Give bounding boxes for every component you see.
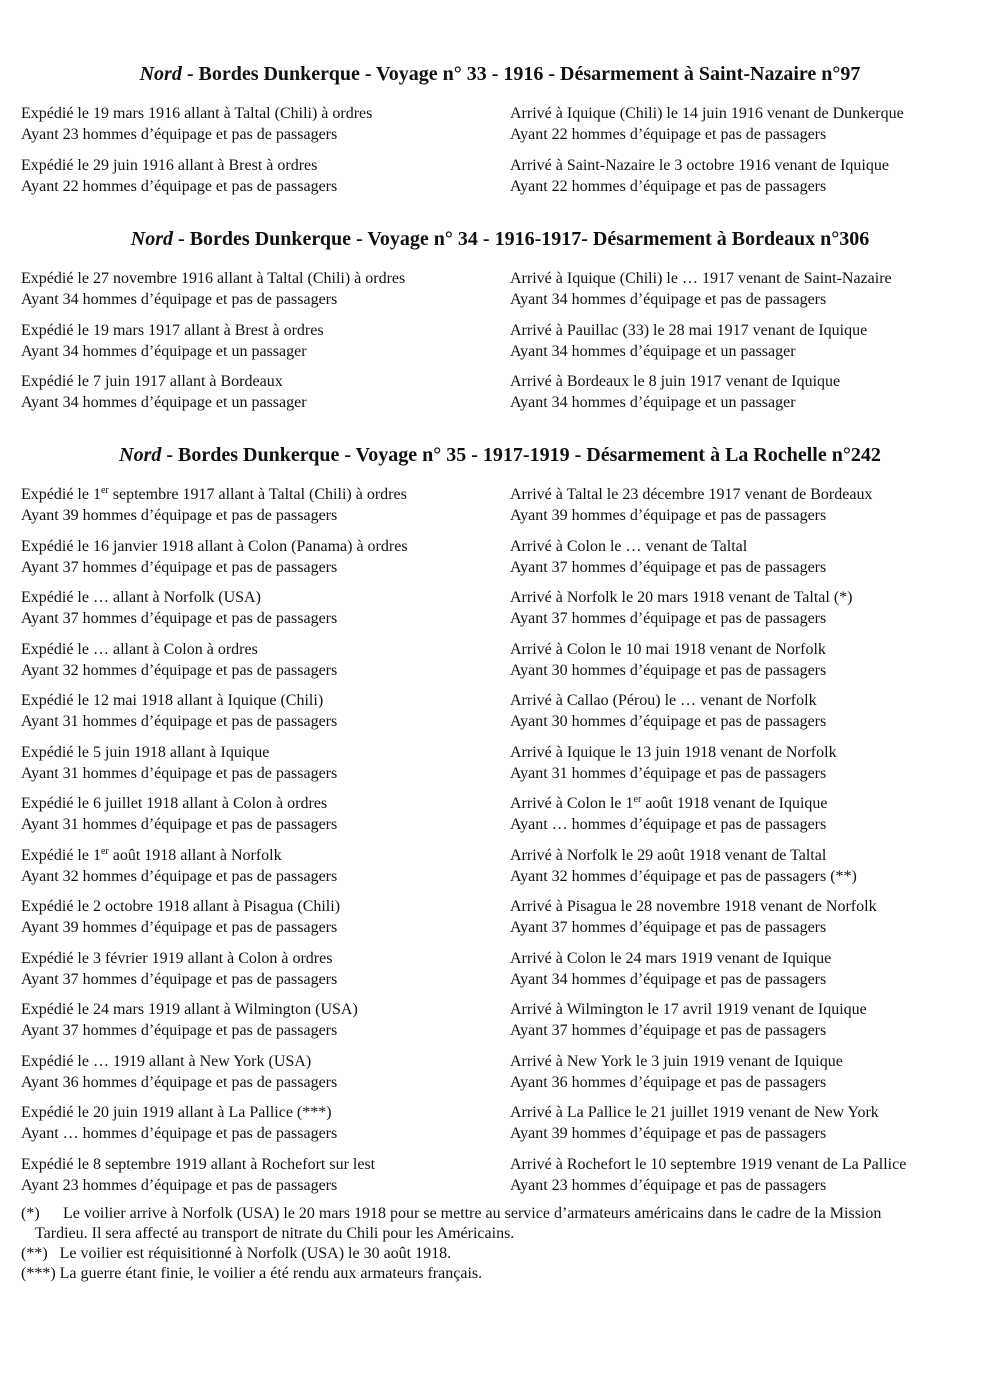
arrival-entry (510, 268, 892, 310)
entry-text: septembre 1917 allant à Taltal (Chili) à ordres (108, 486, 407, 503)
crew-line: Ayant 22 hommes d’équipage et pas de passagers (21, 177, 338, 195)
entry-text: Arrivé à Colon le 1 (510, 795, 634, 812)
ordinal-superscript: er (100, 845, 109, 857)
crew-line: Ayant 34 hommes d’équipage et pas de passagers (21, 291, 338, 308)
crew-line: Ayant 34 hommes d’équipage et un passager (21, 342, 307, 360)
crew-line: Ayant 39 hommes d’équipage et pas de passagers (510, 507, 827, 524)
crew-line: Ayant 36 hommes d’équipage et pas de passagers (21, 1073, 338, 1091)
departure-line: Expédié le 20 juin 1919 allant à La Pallice (***) (21, 1104, 332, 1121)
departure-line: Expédié le 27 novembre 1916 allant à Taltal (Chili) à ordres (21, 270, 406, 287)
footnote-3 (21, 1264, 981, 1284)
departure-line: Expédié le 8 septembre 1919 allant à Rochefort sur lest (21, 1155, 376, 1173)
voyage-title-text: - Bordes Dunkerque - Voyage n° 34 - 1916-1917- Désarmement à Bordeaux n°306 (173, 228, 870, 250)
arrival-entry (510, 999, 867, 1041)
crew-line: Ayant 32 hommes d’équipage et pas de passagers (**) (510, 867, 857, 885)
departure-line: Expédié le … allant à Colon à ordres (21, 640, 258, 658)
arrival-entry (510, 845, 857, 887)
footnote-2-text: Le voilier est réquisitionné à Norfolk (USA) le 30 août 1918. (59, 1245, 452, 1262)
arrival-entry (510, 371, 840, 413)
arrival-line: Arrivé à Rochefort le 10 septembre 1919 venant de La Pallice (510, 1155, 907, 1173)
arrival-line: Arrivé à Callao (Pérou) le … venant de Norfolk (510, 692, 817, 709)
departure-line: Expédié le 29 juin 1916 allant à Brest à ordres (21, 156, 318, 174)
arrival-line: Arrivé à Iquique (Chili) le 14 juin 1916 venant de Dunkerque (510, 105, 904, 122)
entry-text: août 1918 venant de Iquique (641, 795, 828, 812)
arrival-entry (510, 484, 872, 526)
crew-line: Ayant 37 hommes d’équipage et pas de passagers (510, 558, 827, 576)
departure-entry (21, 536, 408, 578)
departure-line: Expédié le … allant à Norfolk (USA) (21, 589, 261, 606)
crew-line: Ayant 22 hommes d’équipage et pas de passagers (510, 177, 827, 195)
arrival-line: Arrivé à Norfolk le 20 mars 1918 venant de Taltal (*) (510, 589, 853, 606)
arrival-entry (510, 639, 826, 681)
crew-line: Ayant 31 hommes d’équipage et pas de passagers (21, 816, 338, 833)
departure-entry (21, 587, 337, 629)
crew-line: Ayant 34 hommes d’équipage et un passager (21, 394, 307, 411)
voyage-title (0, 227, 1000, 251)
ordinal-superscript: er (100, 485, 109, 496)
arrival-entry (510, 587, 852, 629)
crew-line: Ayant 37 hommes d’équipage et pas de passagers (510, 1022, 827, 1039)
footnote-2 (21, 1244, 981, 1264)
departure-entry (21, 793, 337, 835)
voyage-title-text: - Bordes Dunkerque - Voyage n° 33 - 1916 - Désarmement à Saint-Nazaire n°97 (181, 63, 861, 85)
crew-line: Ayant 32 hommes d’équipage et pas de passagers (21, 867, 338, 885)
departure-line (21, 845, 337, 866)
arrival-entry (510, 1154, 906, 1196)
footnote-3-text: La guerre étant finie, le voilier a été rendu aux armateurs français. (59, 1265, 483, 1282)
arrival-entry (510, 742, 837, 784)
entry-text: Expédié le 1 (21, 486, 101, 503)
footnote-1-text: Le voilier arrive à Norfolk (USA) le 20 mars 1918 pour se mettre au service d’armateurs américains dans le cadre de la Mission (63, 1205, 882, 1222)
crew-line: Ayant 31 hommes d’équipage et pas de passagers (510, 764, 827, 782)
footnote-1-mark: (*) (21, 1205, 40, 1222)
arrival-line: Arrivé à Norfolk le 29 août 1918 venant de Taltal (510, 846, 827, 864)
departure-entry (21, 371, 307, 413)
crew-line: Ayant 39 hommes d’équipage et pas de passagers (21, 507, 338, 524)
crew-line: Ayant 37 hommes d’équipage et pas de passagers (21, 970, 338, 988)
departure-line: Expédié le 5 juin 1918 allant à Iquique (21, 743, 270, 761)
departure-line: Expédié le 16 janvier 1918 allant à Colon (Panama) à ordres (21, 537, 408, 555)
departure-entry (21, 999, 358, 1041)
crew-line: Ayant 37 hommes d’équipage et pas de passagers (510, 919, 827, 936)
arrival-entry (510, 793, 827, 835)
ship-name: Nord (139, 63, 182, 85)
departure-line: Expédié le 19 mars 1916 allant à Taltal (Chili) à ordres (21, 105, 373, 122)
arrival-line: Arrivé à Colon le 24 mars 1919 venant de Iquique (510, 949, 832, 967)
departure-line: Expédié le … 1919 allant à New York (USA) (21, 1052, 312, 1070)
arrival-entry (510, 320, 867, 362)
departure-entry (21, 948, 337, 990)
departure-entry (21, 268, 405, 310)
departure-line: Expédié le 12 mai 1918 allant à Iquique (Chili) (21, 692, 324, 709)
departure-entry (21, 103, 372, 145)
departure-entry (21, 155, 337, 197)
voyage-title-text: - Bordes Dunkerque - Voyage n° 35 - 1917-1919 - Désarmement à La Rochelle n°242 (161, 444, 881, 466)
crew-line: Ayant … hommes d’équipage et pas de passagers (21, 1125, 338, 1142)
crew-line: Ayant 34 hommes d’équipage et pas de passagers (510, 291, 827, 308)
arrival-line: Arrivé à Pisagua le 28 novembre 1918 venant de Norfolk (510, 898, 877, 915)
arrival-entry (510, 1102, 879, 1144)
footnotes (21, 1204, 981, 1284)
departure-entry (21, 742, 337, 784)
arrival-line: Arrivé à Saint-Nazaire le 3 octobre 1916 venant de Iquique (510, 156, 889, 174)
footnote-1 (21, 1204, 981, 1244)
departure-line: Expédié le 2 octobre 1918 allant à Pisagua (Chili) (21, 898, 341, 915)
arrival-line: Arrivé à Taltal le 23 décembre 1917 venant de Bordeaux (510, 486, 873, 503)
crew-line: Ayant 37 hommes d’équipage et pas de passagers (510, 610, 827, 627)
departure-entry (21, 690, 337, 732)
departure-entry (21, 1051, 337, 1093)
footnote-3-mark: (***) (21, 1265, 56, 1282)
departure-line: Expédié le 3 février 1919 allant à Colon à ordres (21, 949, 333, 967)
arrival-line: Arrivé à Iquique (Chili) le … 1917 venant de Saint-Nazaire (510, 270, 892, 287)
departure-line: Expédié le 19 mars 1917 allant à Brest à ordres (21, 321, 324, 339)
crew-line: Ayant 30 hommes d’équipage et pas de passagers (510, 713, 827, 730)
crew-line: Ayant 32 hommes d’équipage et pas de passagers (21, 661, 338, 679)
entry-text: août 1918 allant à Norfolk (108, 846, 282, 864)
departure-entry (21, 1154, 375, 1196)
departure-entry (21, 320, 324, 362)
crew-line: Ayant 37 hommes d’équipage et pas de passagers (21, 558, 338, 576)
arrival-line: Arrivé à La Pallice le 21 juillet 1919 venant de New York (510, 1104, 879, 1121)
departure-entry (21, 1102, 337, 1144)
crew-line: Ayant 23 hommes d’équipage et pas de passagers (21, 126, 338, 143)
crew-line: Ayant 23 hommes d’équipage et pas de passagers (510, 1176, 827, 1194)
crew-line: Ayant 31 hommes d’équipage et pas de passagers (21, 764, 338, 782)
arrival-entry (510, 690, 826, 732)
footnote-2-mark: (**) (21, 1245, 48, 1262)
crew-line: Ayant 23 hommes d’équipage et pas de passagers (21, 1176, 338, 1194)
crew-line: Ayant 22 hommes d’équipage et pas de passagers (510, 126, 827, 143)
arrival-line: Arrivé à New York le 3 juin 1919 venant de Iquique (510, 1052, 843, 1070)
voyage-title (0, 443, 1000, 467)
ordinal-superscript: er (633, 794, 642, 805)
crew-line: Ayant 30 hommes d’équipage et pas de passagers (510, 661, 827, 679)
arrival-entry (510, 948, 831, 990)
crew-line: Ayant 31 hommes d’équipage et pas de passagers (21, 713, 338, 730)
departure-line (21, 484, 407, 505)
crew-line: Ayant 39 hommes d’équipage et pas de passagers (510, 1125, 827, 1142)
arrival-entry (510, 155, 889, 197)
arrival-entry (510, 896, 877, 938)
arrival-line (510, 793, 827, 814)
arrival-line: Arrivé à Wilmington le 17 avril 1919 venant de Iquique (510, 1001, 867, 1018)
arrival-line: Arrivé à Pauillac (33) le 28 mai 1917 venant de Iquique (510, 321, 868, 339)
departure-line: Expédié le 24 mars 1919 allant à Wilmington (USA) (21, 1001, 358, 1018)
ship-name: Nord (130, 228, 174, 250)
departure-entry (21, 845, 337, 887)
crew-line: Ayant 37 hommes d’équipage et pas de passagers (21, 1022, 338, 1039)
crew-line: Ayant 37 hommes d’équipage et pas de passagers (21, 610, 338, 627)
arrival-line: Arrivé à Bordeaux le 8 juin 1917 venant de Iquique (510, 373, 841, 390)
arrival-entry (510, 103, 904, 145)
departure-entry (21, 896, 340, 938)
voyage-title (0, 62, 1000, 86)
arrival-entry (510, 1051, 843, 1093)
crew-line: Ayant 34 hommes d’équipage et un passager (510, 394, 796, 411)
entry-text: Expédié le 1 (21, 846, 101, 864)
ship-name: Nord (119, 444, 162, 466)
departure-line: Expédié le 7 juin 1917 allant à Bordeaux (21, 373, 283, 390)
crew-line: Ayant … hommes d’équipage et pas de passagers (510, 816, 827, 833)
departure-line: Expédié le 6 juillet 1918 allant à Colon à ordres (21, 795, 328, 812)
arrival-line: Arrivé à Colon le … venant de Taltal (510, 537, 748, 555)
crew-line: Ayant 39 hommes d’équipage et pas de passagers (21, 919, 338, 936)
crew-line: Ayant 34 hommes d’équipage et un passager (510, 342, 796, 360)
footnote-1-continuation: Tardieu. Il sera affecté au transport de nitrate du Chili pour les Américains. (35, 1225, 515, 1242)
arrival-line: Arrivé à Iquique le 13 juin 1918 venant de Norfolk (510, 743, 837, 761)
crew-line: Ayant 36 hommes d’équipage et pas de passagers (510, 1073, 827, 1091)
arrival-line: Arrivé à Colon le 10 mai 1918 venant de Norfolk (510, 640, 826, 658)
departure-entry (21, 639, 337, 681)
departure-entry (21, 484, 407, 526)
arrival-entry (510, 536, 826, 578)
crew-line: Ayant 34 hommes d’équipage et pas de passagers (510, 970, 827, 988)
